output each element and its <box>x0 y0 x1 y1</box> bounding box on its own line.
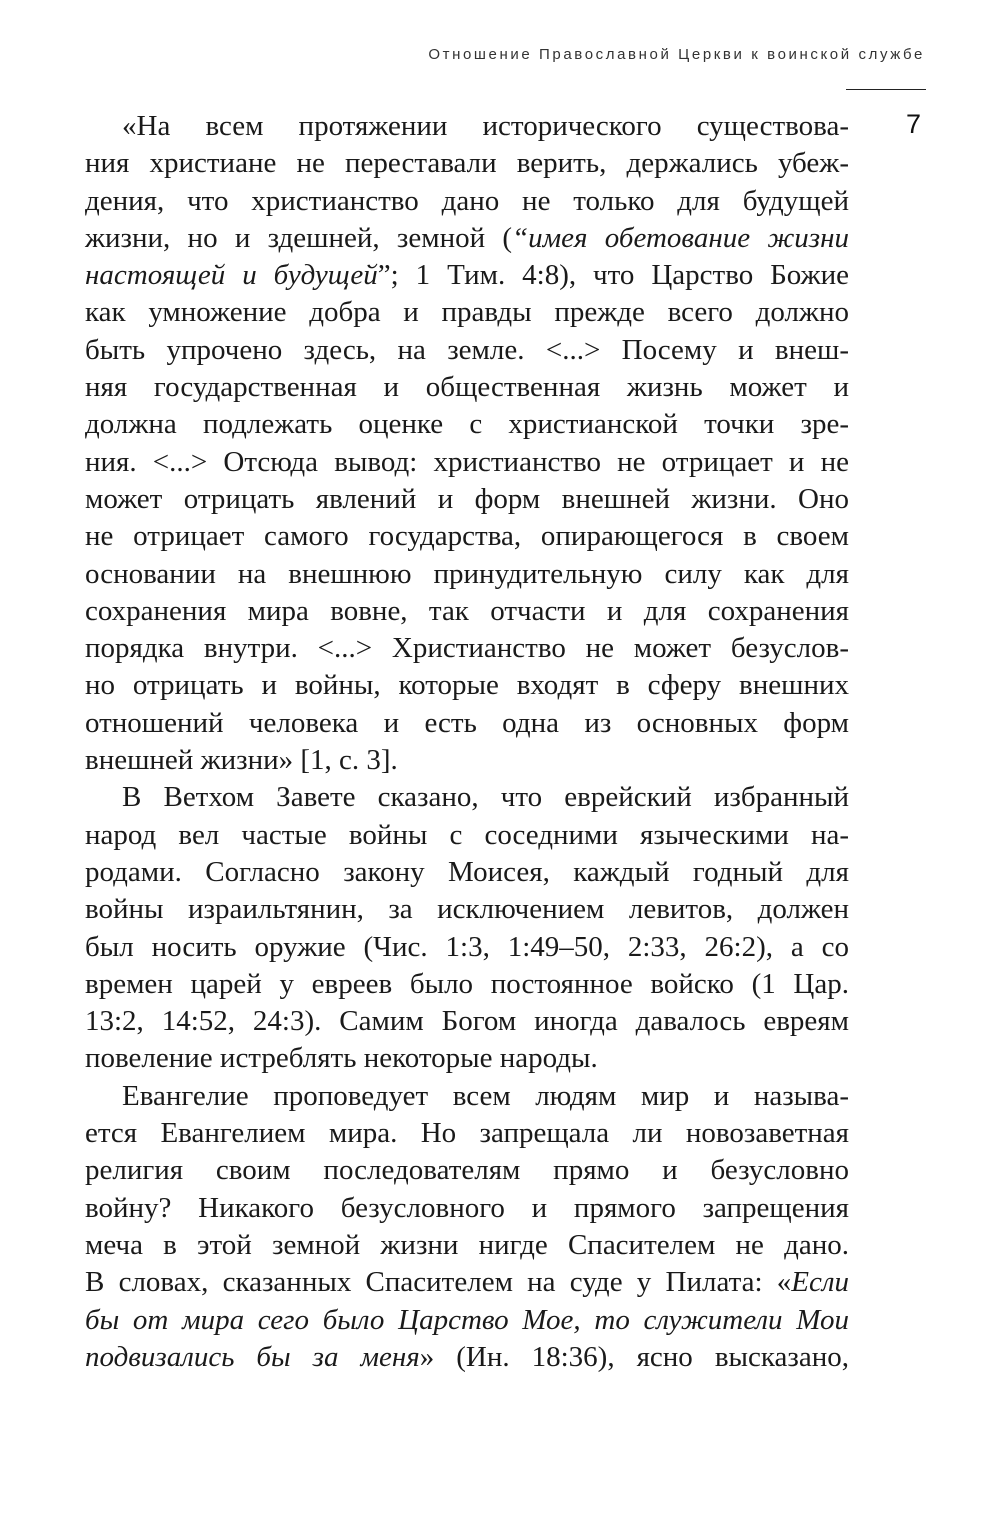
text-line <box>85 481 849 518</box>
text-line <box>85 667 849 704</box>
body-text-block <box>85 108 849 1376</box>
line-text: ния христиане не переставали верить, держались убеж- <box>85 147 849 180</box>
line-text: порядка внутри. <...> Христианство не может безуслов- <box>85 632 849 665</box>
italic-quote: Если <box>791 1266 849 1299</box>
text-line <box>85 257 849 294</box>
line-text: В словах, сказанных Спасителем на суде у Пилата: « <box>85 1266 792 1299</box>
line-text: В Ветхом Завете сказано, что еврейский избранный <box>122 781 849 814</box>
running-head-title: Отношение Православной Церкви к воинской службе <box>428 46 925 63</box>
text-line <box>85 705 849 742</box>
line-text: Евангелие проповедует всем людям мир и называ- <box>122 1079 849 1112</box>
line-text: ния. <...> Отсюда вывод: христианство не отрицает и не <box>85 445 849 478</box>
line-text: няя государственная и общественная жизнь может и <box>85 371 849 404</box>
text-line <box>85 183 849 220</box>
text-line <box>85 145 849 182</box>
text-line <box>85 406 849 443</box>
text-line <box>85 108 849 145</box>
line-text: был носить оружие (Чис. 1:3, 1:49–50, 2:33, 26:2), а со <box>85 930 849 963</box>
text-line <box>85 891 849 928</box>
text-line <box>85 779 849 816</box>
text-line <box>85 1003 849 1040</box>
text-line <box>85 369 849 406</box>
header-rule-divider <box>846 89 926 90</box>
text-line <box>85 966 849 1003</box>
text-line <box>85 1302 849 1339</box>
text-line <box>85 1152 849 1189</box>
line-text: религия своим последователям прямо и безусловно <box>85 1154 849 1187</box>
text-line <box>85 817 849 854</box>
italic-quote: бы от мира сего было Царство Мое, то служители Мои <box>85 1303 849 1336</box>
line-text: как умножение добра и правды прежде всего должно <box>85 296 849 329</box>
text-line <box>85 854 849 891</box>
line-text: сохранения мира вовне, так отчасти и для сохранения <box>85 594 849 627</box>
text-line <box>85 1115 849 1152</box>
text-line <box>85 1078 849 1115</box>
text-line <box>85 556 849 593</box>
line-text: но отрицать и войны, которые входят в сферу внешних <box>85 669 849 702</box>
line-text: дения, что христианство дано не только для будущей <box>85 184 849 217</box>
line-text: войну? Никакого безусловного и прямого запрещения <box>85 1191 849 1224</box>
line-text: не отрицает самого государства, опирающегося в своем <box>85 520 849 553</box>
line-text: «На всем протяжении исторического существова- <box>122 110 849 142</box>
italic-quote: настоящей и будущей <box>85 259 378 292</box>
text-line <box>85 518 849 555</box>
line-text: меча в этой земной жизни нигде Спасителем не дано. <box>85 1228 849 1261</box>
italic-quote: подвизались бы за меня <box>85 1340 420 1373</box>
page-number: 7 <box>906 109 922 139</box>
text-line <box>85 294 849 331</box>
line-text: родами. Согласно закону Моисея, каждый годный для <box>85 855 849 888</box>
text-line <box>85 1190 849 1227</box>
text-line <box>85 1227 849 1264</box>
text-line <box>85 929 849 966</box>
line-text: должна подлежать оценке с христианской точки зре- <box>85 408 849 441</box>
text-line <box>85 332 849 369</box>
line-text: жизни, но и здешней, земной ( <box>85 221 513 254</box>
line-text: внешней жизни» [1, с. 3]. <box>85 744 398 777</box>
text-line <box>85 444 849 481</box>
text-line <box>85 1040 849 1077</box>
italic-quote: “имея обетование жизни <box>512 221 850 254</box>
line-text: » (Ин. 18:36), ясно высказано, <box>419 1340 849 1373</box>
text-line <box>85 1339 849 1376</box>
text-line <box>85 1264 849 1301</box>
line-text: ется Евангелием мира. Но запрещала ли новозаветная <box>85 1117 849 1150</box>
line-text: может отрицать явлений и форм внешней жизни. Оно <box>85 482 849 515</box>
text-line <box>85 742 849 779</box>
line-text: основании на внешнюю принудительную силу как для <box>85 557 849 590</box>
line-text: 13:2, 14:52, 24:3). Самим Богом иногда давалось евреям <box>85 1005 849 1038</box>
line-text: ”; 1 Тим. 4:8), что Царство Божие <box>377 259 849 292</box>
line-text: народ вел частые войны с соседними языческими на- <box>85 818 849 851</box>
text-line <box>85 630 849 667</box>
text-line <box>85 220 849 257</box>
line-text: войны израильтянин, за исключением левитов, должен <box>85 893 849 926</box>
line-text: повеление истреблять некоторые народы. <box>85 1042 598 1075</box>
line-text: быть упрочено здесь, на земле. <...> Посему и внеш- <box>85 333 849 366</box>
line-text: отношений человека и есть одна из основных форм <box>85 706 849 739</box>
line-text: времен царей у евреев было постоянное войско (1 Цар. <box>85 967 849 1000</box>
text-line <box>85 593 849 630</box>
